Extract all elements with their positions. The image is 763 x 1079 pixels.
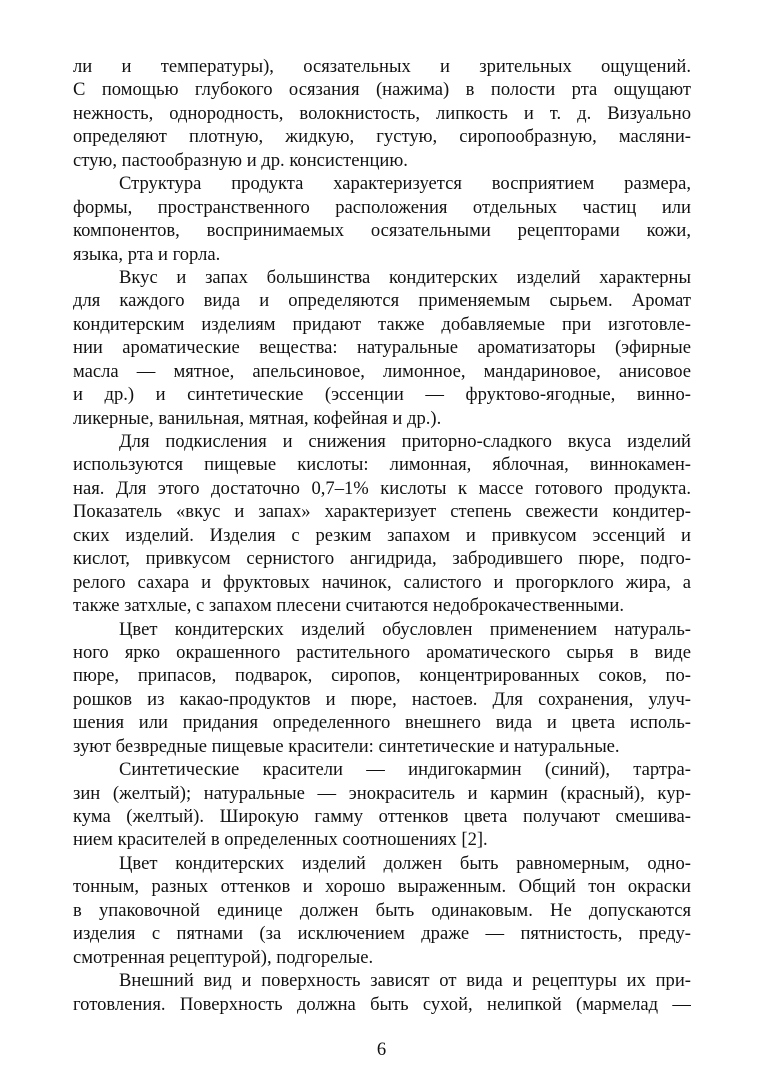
text-line: масла — мятное, апельсиновое, лимонное, мандариновое, анисовое: [73, 360, 691, 382]
paragraph: [73, 618, 691, 759]
paragraph: [73, 758, 691, 852]
text-line: релого сахара и фруктовых начинок, салистого и прогорклого жира, а: [73, 571, 691, 593]
text-line: в упаковочной единице должен быть одинаковым. Не допускаются: [73, 899, 691, 921]
paragraph: [73, 266, 691, 430]
text-line: Для подкисления и снижения приторно-сладкого вкуса изделий: [119, 431, 691, 452]
page-body: [73, 55, 691, 1016]
page-number: 6: [376, 1039, 387, 1060]
text-line: Показатель «вкус и запах» характеризует степень свежести кондитер-: [73, 501, 691, 523]
text-line: тонным, разных оттенков и хорошо выраженным. Общий тон окраски: [73, 876, 691, 898]
text-line: для каждого вида и определяются применяемым сырьем. Аромат: [73, 290, 691, 312]
text-line: и др.) и синтетические (эссенции — фруктово-ягодные, винно-: [73, 384, 691, 406]
text-line: ликерные, ванильная, мятная, кофейная и др.).: [73, 407, 442, 429]
text-line: С помощью глубокого осязания (нажима) в полости рта ощущают: [73, 79, 691, 101]
text-line: готовления. Поверхность должна быть сухой, нелипкой (мармелад —: [73, 993, 691, 1015]
text-line: кондитерским изделиям придают также добавляемые при изготовле-: [73, 313, 691, 335]
text-line: кума (желтый). Широкую гамму оттенков цвета получают смешива-: [73, 806, 691, 827]
paragraph: [73, 430, 691, 618]
paragraph: [73, 172, 691, 266]
paragraph: [73, 852, 691, 969]
text-line: ного ярко окрашенного растительного ароматического сырья в виде: [73, 641, 691, 663]
text-line: Внешний вид и поверхность зависят от вида и рецептуры их при-: [119, 970, 691, 992]
text-line: изделия с пятнами (за исключением драже — пятнистость, преду-: [73, 923, 691, 945]
text-line: определяют плотную, жидкую, густую, сиропообразную, масляни-: [73, 126, 691, 148]
text-line: формы, пространственного расположения отдельных частиц или: [73, 196, 691, 218]
text-line: компонентов, воспринимаемых осязательными рецепторами кожи,: [73, 220, 691, 242]
text-line: стую, пастообразную и др. консистенцию.: [73, 149, 408, 171]
text-line: рошков из какао-продуктов и пюре, настоев. Для сохранения, улуч-: [73, 688, 691, 710]
text-line: смотренная рецептурой), подгорелые.: [73, 946, 374, 968]
text-line: зин (желтый); натуральные — энокраситель и кармин (красный), кур-: [73, 782, 691, 804]
text-line: нежность, однородность, волокнистость, липкость и т. д. Визуально: [73, 102, 691, 124]
text-line: Синтетические красители — индигокармин (синий), тартра-: [119, 759, 691, 781]
text-line: зуют безвредные пищевые красители: синтетические и натуральные.: [73, 735, 620, 757]
text-line: Вкус и запах большинства кондитерских изделий характерны: [119, 266, 691, 288]
text-line: Цвет кондитерских изделий должен быть равномерным, одно-: [119, 852, 691, 874]
text-line: языка, рта и горла.: [73, 243, 221, 265]
text-line: кислот, привкусом сернистого ангидрида, забродившего пюре, подго-: [73, 548, 691, 570]
text-line: нии ароматические вещества: натуральные ароматизаторы (эфирные: [73, 337, 691, 359]
paragraph: [73, 969, 691, 1016]
paragraph: [73, 55, 691, 172]
text-line: Цвет кондитерских изделий обусловлен применением натураль-: [119, 618, 691, 640]
text-line: используются пищевые кислоты: лимонная, яблочная, виннокамен-: [73, 454, 691, 476]
text-line: Структура продукта характеризуется восприятием размера,: [119, 173, 691, 195]
text-line: шения или придания определенного внешнего вида и цвета исполь-: [73, 712, 691, 734]
text-line: также затхлые, с запахом плесени считаются недоброкачественными.: [73, 595, 625, 617]
text-line: ная. Для этого достаточно 0,7–1% кислоты к массе готового продукта.: [73, 477, 691, 499]
text-line: ли и температуры), осязательных и зрительных ощущений.: [73, 56, 691, 77]
text-line: ских изделий. Изделия с резким запахом и привкусом эссенций и: [73, 524, 691, 546]
text-line: пюре, припасов, подварок, сиропов, концентрированных соков, по-: [73, 665, 691, 687]
text-line: нием красителей в определенных соотношениях [2].: [73, 829, 488, 851]
